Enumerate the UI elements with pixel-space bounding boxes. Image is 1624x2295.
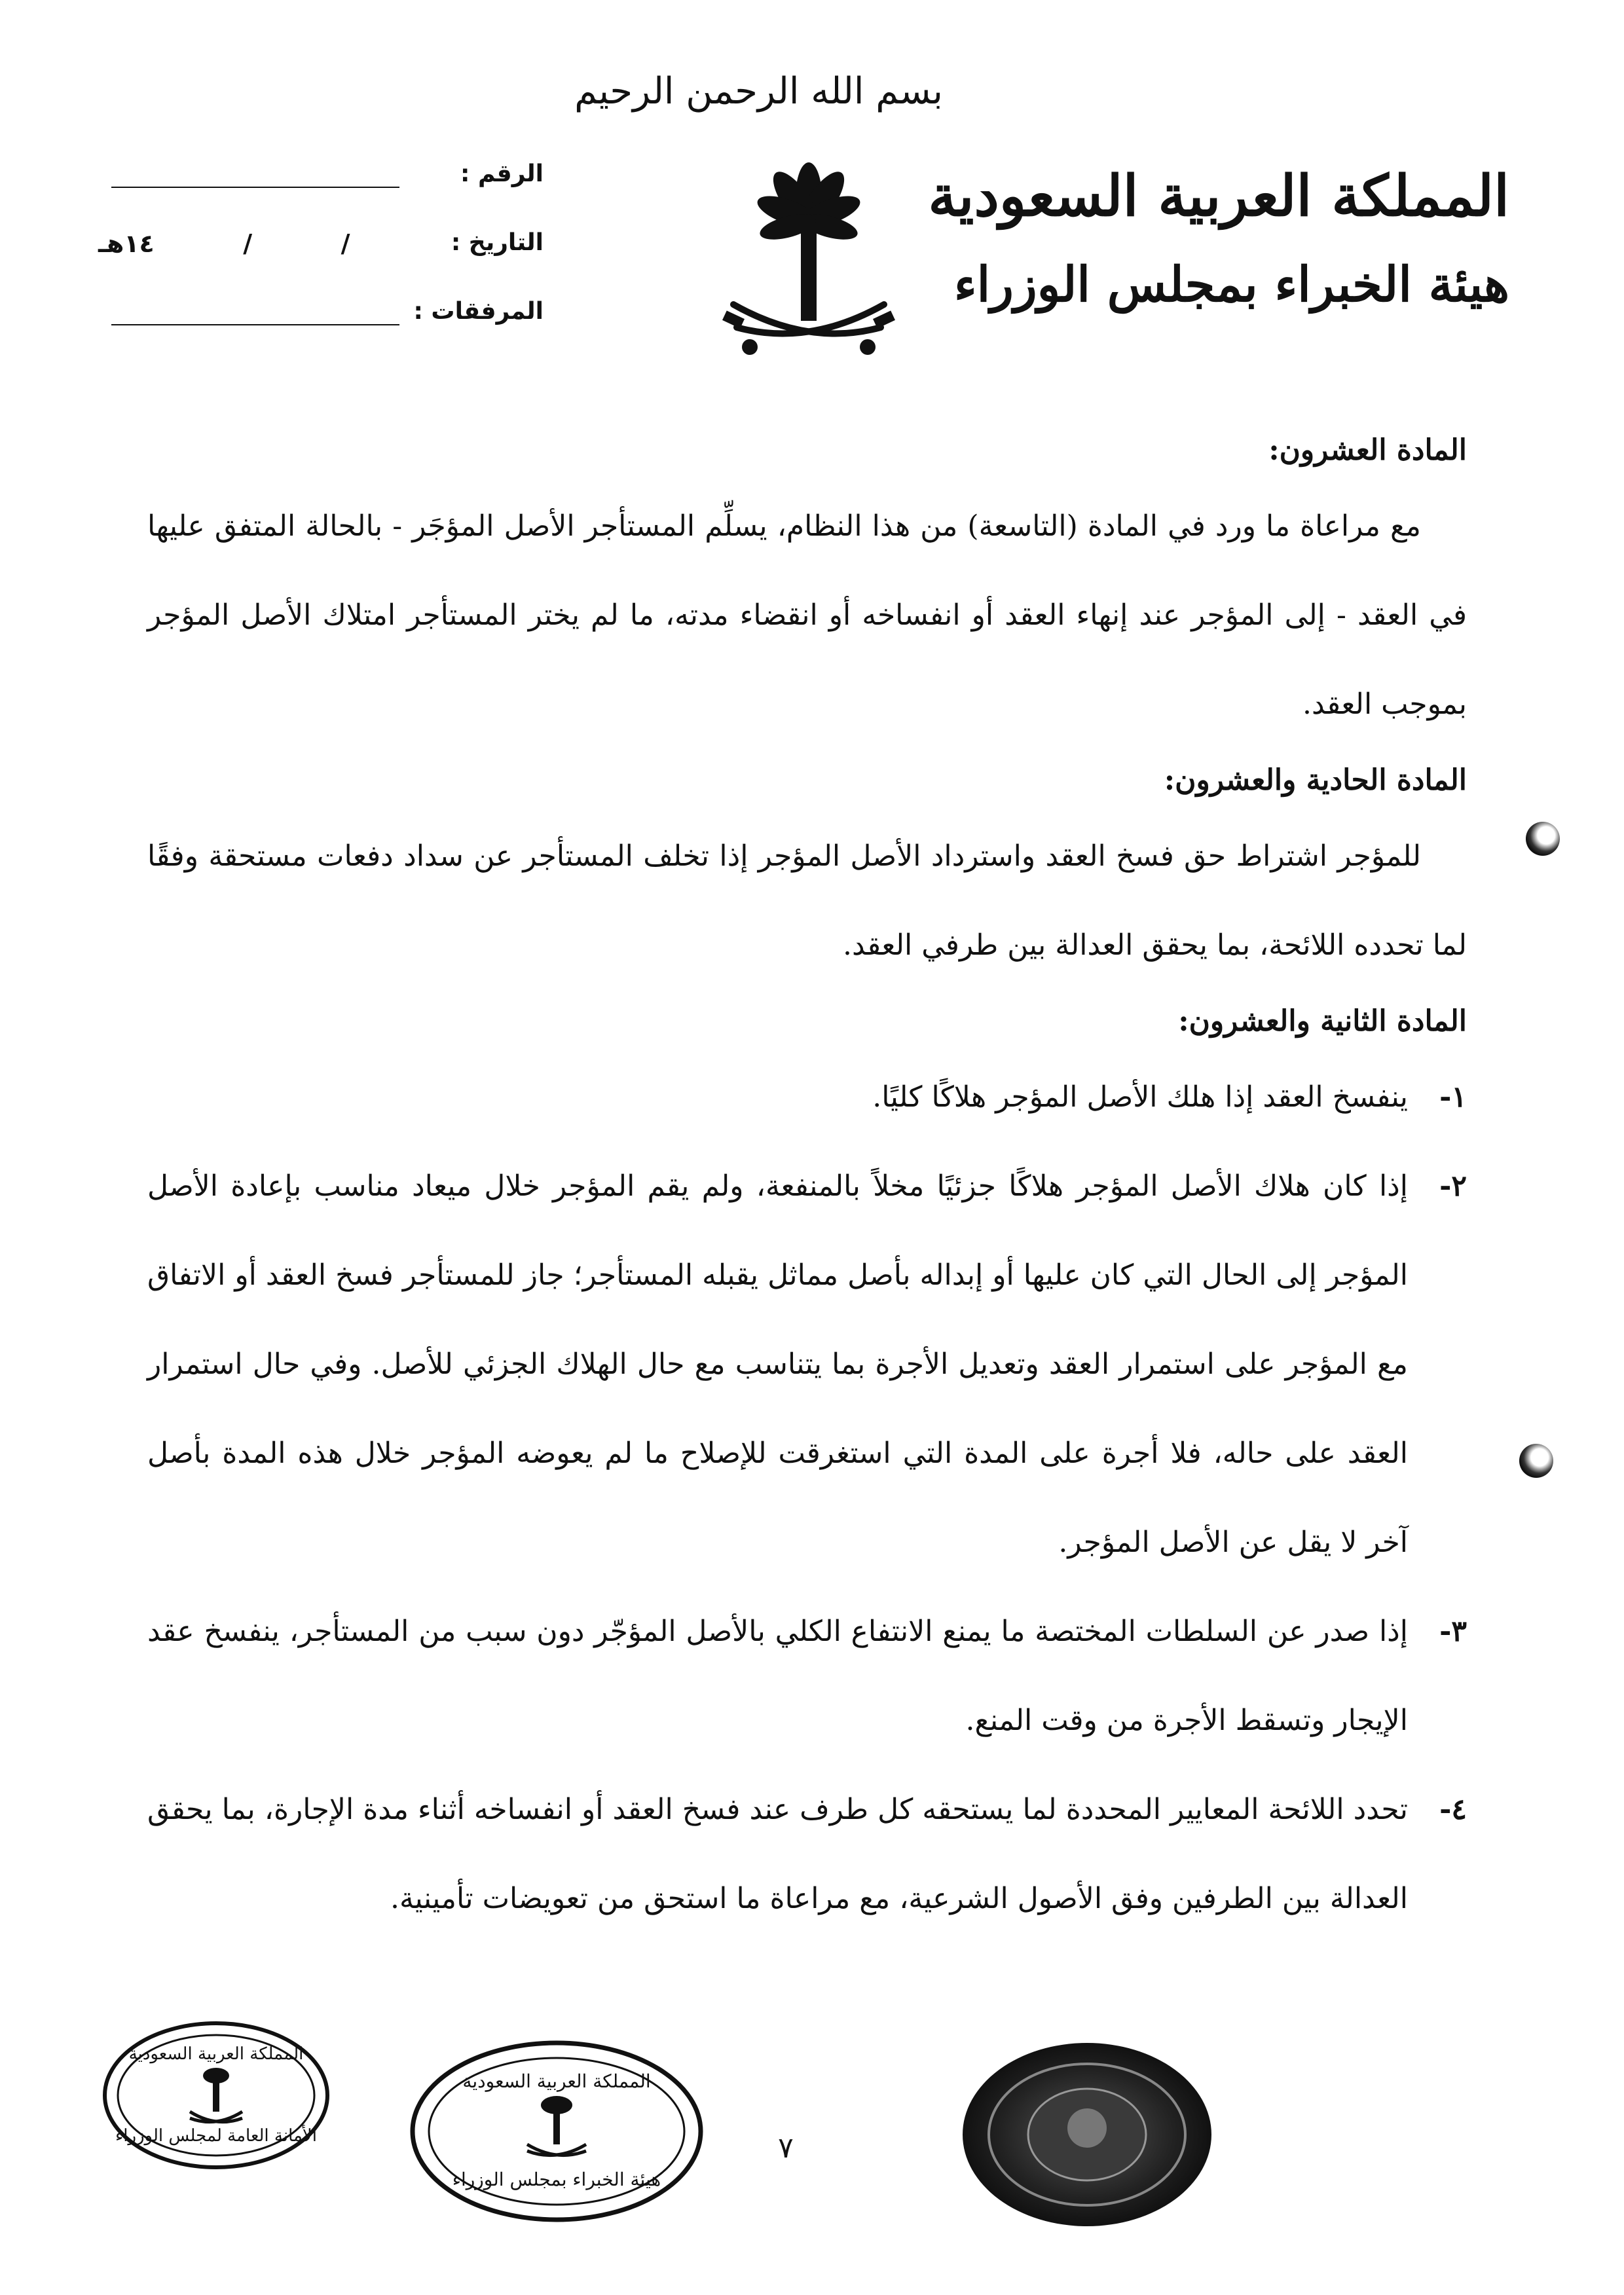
item-text: تحدد اللائحة المعايير المحددة لما يستحقه كل طرف عند فسخ العقد أو انفساخه أثناء مدة الإجارة، بما يحقق العدالة بين الطرفين وفق الأصول الشرعية، مع مراعاة ما استحق من تعويضات تأمينية. [147, 1793, 1408, 1915]
date-row [98, 223, 544, 291]
article-22-item-4 [147, 1765, 1467, 1943]
date-blanks [98, 229, 439, 258]
punch-hole [1526, 822, 1560, 856]
organization-header [928, 147, 1509, 324]
date-suffix: ١٤هـ [98, 229, 155, 258]
date-label: التاريخ : [451, 229, 544, 256]
article-20-heading: المادة العشرون: [1268, 433, 1467, 467]
item-text: إذا كان هلاك الأصل المؤجر هلاكًا جزئيًا مخلاً بالمنفعة، ولم يقم المؤجر خلال ميعاد مناسب بإعادة الأصل المؤجر إلى الحال التي كان عليها أو إبداله بأصل مماثل يقبله المستأجر؛ جاز للمستأجر فسخ العقد أو الاتفاق مع المؤجر على استمرار العقد وتعديل الأجرة بما يتناسب مع حال الهلاك الجزئي للأصل. وفي حال استمرار العقد على حاله، فلا أجرة على المدة التي استغرقت للإصلاح ما لم يعوضه المؤجر خلال هذه المدة بأصل آخر لا يقل عن الأصل المؤجر. [147, 1169, 1408, 1559]
article-21-heading: المادة الحادية والعشرون: [1164, 763, 1467, 797]
attachments-line [111, 324, 399, 325]
article-22-item-1 [147, 1053, 1467, 1142]
org-country: المملكة العربية السعودية [928, 163, 1509, 229]
number-label: الرقم : [460, 160, 544, 187]
article-22-item-2 [147, 1142, 1467, 1587]
basmala: بسم الله الرحمن الرحيم [574, 70, 943, 113]
stamp-text: المملكة العربية السعودية [462, 2070, 651, 2092]
stamp-text: هيئة الخبراء بمجلس الوزراء [452, 2169, 661, 2190]
item-text: ينفسخ العقد إذا هلك الأصل المؤجر هلاكًا كليًا. [872, 1080, 1408, 1114]
item-number: ٤- [1439, 1793, 1467, 1826]
item-number: ٣- [1439, 1615, 1467, 1648]
org-authority: هيئة الخبراء بمجلس الوزراء [953, 257, 1509, 313]
stamp-text: الأمانة العامة لمجلس الوزراء [115, 2126, 317, 2146]
item-text: إذا صدر عن السلطات المختصة ما يمنع الانتفاع الكلي بالأصل المؤجّر دون سبب من المستأجر، ينفسخ عقد الإيجار وتسقط الأجرة من وقت المنع. [147, 1615, 1408, 1737]
reference-fields [98, 154, 544, 360]
date-slash: / [243, 229, 253, 258]
article-22-heading: المادة الثانية والعشرون: [1178, 1004, 1467, 1038]
royal-seal-stamp [956, 2036, 1218, 2233]
palm-swords-emblem-icon [710, 151, 907, 386]
item-number: ٢- [1439, 1169, 1467, 1203]
article-21-text: للمؤجر اشتراط حق فسخ العقد واسترداد الأصل المؤجر إذا تخلف المستأجر عن سداد دفعات مستحقة وفقًا لما تحدده اللائحة، بما يحقق العدالة بين طرفي العقد. [147, 839, 1467, 962]
attachments-label: المرفقات : [413, 298, 544, 325]
page-number: ٧ [778, 2131, 794, 2165]
number-line [111, 187, 399, 188]
date-slash: / [341, 229, 350, 258]
secretariat-stamp [98, 2017, 334, 2174]
stamp-text: المملكة العربية السعودية [128, 2044, 304, 2064]
item-number: ١- [1439, 1080, 1467, 1114]
article-22-item-3 [147, 1587, 1467, 1765]
experts-commission-stamp [406, 2036, 707, 2226]
article-20-text: مع مراعاة ما ورد في المادة (التاسعة) من هذا النظام، يسلِّم المستأجر الأصل المؤجَر - بالحالة المتفق عليها في العقد - إلى المؤجر عند إنهاء العقد أو انفساخه أو انقضاء مدته، ما لم يختر المستأجر امتلاك الأصل المؤجر بموجب العقد. [147, 509, 1467, 721]
document-body [147, 419, 1467, 1943]
number-row [98, 154, 544, 223]
punch-hole [1519, 1444, 1553, 1478]
attachments-row [98, 291, 544, 360]
